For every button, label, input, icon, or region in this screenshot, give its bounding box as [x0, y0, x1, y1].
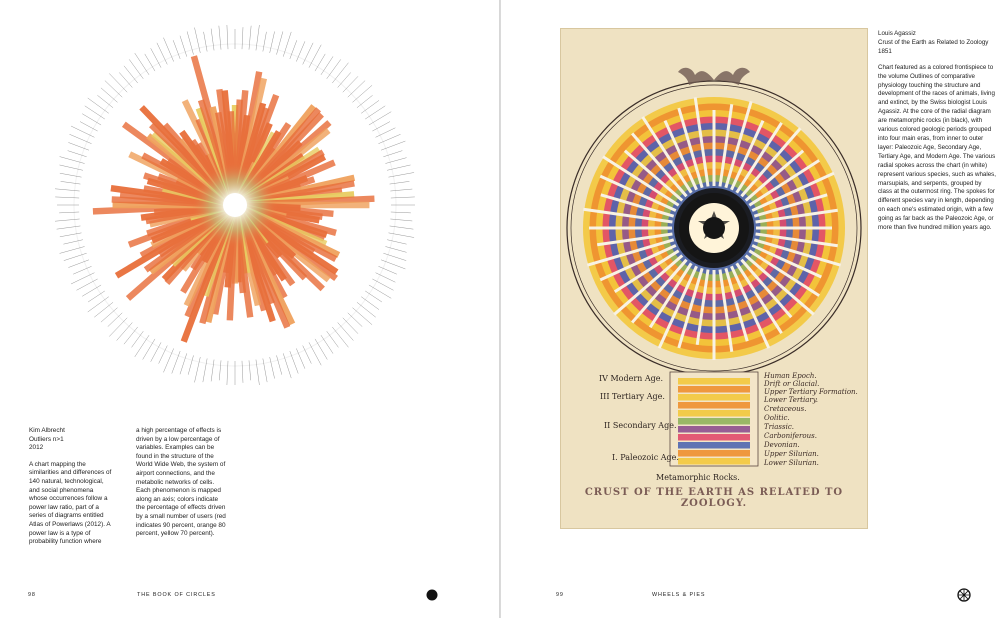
radial-label-mark	[332, 327, 348, 347]
right-caption-title: Crust of the Earth as Related to Zoology	[878, 38, 989, 46]
radial-label-mark	[352, 85, 372, 102]
radial-label-mark	[105, 81, 122, 98]
human-epoch-label: Human Epoch.	[764, 372, 817, 380]
radial-label-mark	[109, 73, 127, 92]
radial-label-mark	[188, 355, 193, 374]
legend-band	[678, 386, 750, 393]
cretaceous-label: Cretaceous.	[764, 405, 807, 413]
lower-silurian-label: Lower Silurian.	[764, 459, 819, 467]
right-caption-year: 1851	[878, 47, 892, 55]
radial-label-mark	[263, 358, 267, 382]
radial-label-mark	[88, 297, 109, 312]
right-page	[501, 0, 1000, 618]
radial-label-mark	[385, 158, 406, 164]
left-caption-text-1: A chart mapping the similarities and differences of 140 natural, technological, and social phenomena whose occurrences follow a power law ratio, part of a series of diagrams entitled Atlas of Powerlaws (2012). A power law is a type of probability function where	[29, 460, 112, 546]
radial-label-mark	[135, 53, 149, 75]
radial-label-mark	[117, 322, 133, 340]
radial-label-mark	[391, 212, 411, 213]
radial-label-mark	[60, 173, 82, 177]
oolitic-label: Oolitic.	[764, 414, 790, 422]
plate-title: CRUST OF THE EARTH AS RELATED TO ZOOLOGY.	[584, 487, 844, 509]
legend-band	[678, 458, 750, 465]
radial-label-mark	[270, 31, 275, 52]
radial-label-mark	[249, 360, 251, 380]
right-caption	[878, 30, 996, 233]
legend-band	[678, 394, 750, 401]
radial-label-mark	[256, 360, 259, 385]
legend-band	[678, 378, 750, 385]
right-page-number: 99	[556, 592, 564, 598]
radial-label-mark	[321, 56, 333, 74]
radial-label-mark	[263, 32, 267, 52]
right-running-title: WHEELS & PIES	[652, 592, 706, 598]
paleozoic-age-label: I. Paleozoic Age.	[612, 453, 679, 462]
wheel-icon	[957, 588, 971, 602]
radial-label-mark	[391, 197, 415, 198]
modern-age-label: IV Modern Age.	[599, 374, 664, 383]
radial-label-mark	[119, 72, 132, 87]
carboniferous-label: Carboniferous.	[764, 432, 817, 440]
radial-label-mark	[97, 95, 113, 107]
tertiary-age-label: III Tertiary Age.	[600, 392, 665, 401]
lower-tertiary-label: Lower Tertiary.	[764, 396, 819, 404]
left-caption-column-1	[29, 427, 112, 547]
radial-label-mark	[60, 233, 82, 237]
radial-label-mark	[338, 322, 354, 340]
radial-label-mark	[204, 32, 208, 52]
radial-label-mark	[59, 212, 79, 213]
radial-label-mark	[277, 355, 282, 374]
radial-label-mark	[387, 240, 406, 244]
radial-label-mark	[357, 95, 373, 107]
radial-label-mark	[55, 189, 80, 191]
radial-label-mark	[219, 26, 221, 50]
right-caption-author: Louis Agassiz	[878, 30, 916, 37]
radial-label-mark	[227, 25, 228, 49]
radial-label-mark	[108, 313, 122, 327]
glacial-label: Drift or Glacial.	[764, 380, 820, 388]
radial-label-mark	[321, 335, 333, 353]
radial-label-mark	[357, 302, 376, 317]
radial-label-mark	[256, 25, 259, 50]
radial-label-mark	[227, 361, 228, 385]
right-caption-text: Chart featured as a colored frontispiece to the volume Outlines of comparative physiology touching the structure and development of the races of animals, living and extinct, by the Swiss biologist Louis Agassiz. At the core of the radial diagram are metamorphic rocks (in black), with various colored geologic periods grouped into four main eras, from inner to outer layer: Paleozoic Age, Secondary Age, Tertiary Age, and Modern Age. The various radial spokes across the chart (in white) represent various species, such as whales, marsupials, and serpents, grouped by class at the outermost ring. The spokes for different species vary in length, depending on each one's estimated origin, with a few going as far back as the Paleozoic Age, or more than five hundred million years ago.	[878, 63, 996, 232]
power-law-radial-chart	[55, 25, 415, 385]
radial-label-mark	[332, 63, 348, 83]
radial-label-mark	[372, 279, 393, 290]
radial-label-mark	[270, 357, 275, 378]
radial-label-mark	[303, 346, 312, 364]
left-caption-year: 2012	[29, 444, 44, 452]
legend-band	[678, 402, 750, 409]
radial-label-mark	[129, 59, 143, 78]
radial-label-mark	[76, 279, 97, 290]
devonian-label: Devonian.	[764, 441, 800, 449]
legend-band	[678, 450, 750, 457]
radial-label-mark	[211, 360, 214, 382]
radial-label-mark	[63, 240, 82, 244]
radial-label-mark	[338, 72, 351, 87]
left-running-title: THE BOOK OF CIRCLES	[137, 592, 216, 598]
upper-tertiary-label: Upper Tertiary Formation.	[764, 388, 858, 396]
legend-band	[678, 410, 750, 417]
legend-band	[678, 426, 750, 433]
radial-label-mark	[242, 27, 243, 49]
radial-label-mark	[387, 165, 410, 170]
radial-label-mark	[390, 226, 414, 229]
radial-label-mark	[249, 26, 251, 50]
radial-label-mark	[135, 335, 149, 357]
radial-label-mark	[159, 346, 168, 364]
left-page-number: 98	[28, 592, 36, 598]
radial-label-mark	[55, 219, 80, 221]
radial-label-mark	[61, 181, 81, 184]
radial-label-mark	[219, 360, 221, 380]
agassiz-plate	[560, 28, 868, 529]
radial-label-mark	[88, 98, 109, 113]
radial-label-mark	[60, 165, 83, 170]
left-caption-column-2	[136, 427, 227, 539]
agassiz-radial-diagram	[560, 28, 868, 529]
radial-label-mark	[385, 247, 406, 253]
left-page	[0, 0, 499, 618]
upper-silurian-label: Upper Silurian.	[764, 450, 819, 458]
left-caption-title: Outliers n>1	[29, 435, 64, 443]
secondary-age-label: II Secondary Age.	[604, 421, 677, 430]
metamorphic-label: Metamorphic Rocks.	[656, 473, 740, 482]
radial-label-mark	[94, 302, 113, 317]
radial-label-mark	[203, 358, 207, 382]
left-caption-text-2: a high percentage of effects is driven by a low percentage of variables. Examples can be found in the structure of the World Wide Web, the system of airport connections, and the metabolic networks of cells. Each phenomenon is mapped along an axis; colors indicate the percentage of effects driven by a small number of users (red indicates 90 percent, orange 80 percent, yellow 70 percent).	[136, 427, 226, 538]
radial-label-mark	[242, 361, 243, 383]
radial-label-mark	[390, 181, 410, 184]
radial-label-mark	[327, 59, 341, 78]
radial-label-mark	[352, 308, 372, 325]
triassic-label: Triassic.	[764, 423, 794, 431]
radial-label-mark	[55, 197, 79, 198]
left-caption-author: Kim Albrecht	[29, 427, 65, 434]
legend-band	[678, 418, 750, 425]
radial-label-mark	[348, 313, 362, 327]
radial-label-mark	[57, 226, 81, 229]
radial-label-mark	[390, 219, 412, 221]
radial-label-mark	[211, 29, 214, 51]
radial-label-mark	[390, 189, 412, 191]
radial-label-mark	[109, 318, 127, 337]
radial-label-mark	[383, 151, 402, 157]
radial-label-mark	[348, 81, 365, 98]
black-circle-icon	[426, 589, 438, 601]
legend-band	[678, 442, 750, 449]
radial-label-mark	[68, 151, 87, 157]
legend-band	[678, 434, 750, 441]
